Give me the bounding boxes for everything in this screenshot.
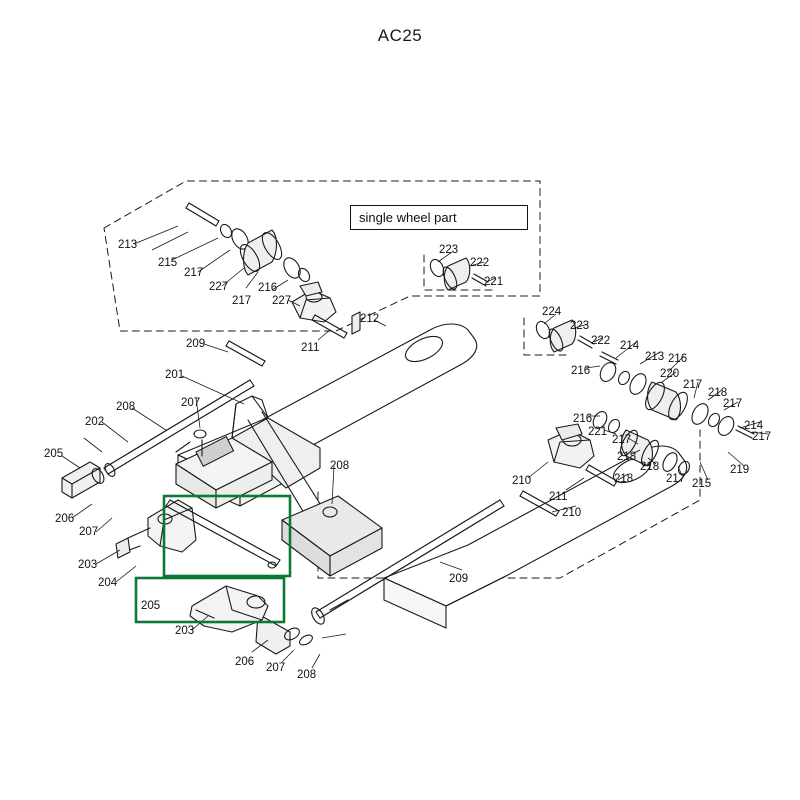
callout-218d: 217	[723, 398, 743, 410]
callout-215: 213	[645, 351, 665, 363]
callout-214b: 218	[614, 473, 634, 485]
callout-218c: 217	[683, 379, 703, 391]
callout-222: 222	[470, 257, 490, 269]
callout-208: 206	[55, 513, 75, 525]
callout-216d: 215	[692, 478, 712, 490]
callout-211: 209	[186, 338, 206, 350]
callout-221b: 222	[591, 335, 611, 347]
callout-203b: 203	[175, 625, 195, 637]
callout-219b: 218	[617, 451, 637, 463]
callout-221: 221	[484, 276, 504, 288]
callout-222b: 223	[570, 320, 590, 332]
callout-217: 215	[158, 257, 178, 269]
callout-207: 205	[44, 448, 64, 460]
callout-213b: 211	[549, 491, 568, 503]
callout-216c: 214	[744, 420, 764, 432]
callout-217e: 216	[573, 413, 593, 425]
callout-215b: 219	[730, 464, 750, 476]
callout-208b: 207	[266, 662, 286, 674]
callout-218f: 218	[640, 461, 660, 473]
callout-211b: 210	[562, 507, 582, 519]
callout-217c: 216	[571, 365, 591, 377]
callout-206: 207	[181, 397, 201, 409]
callout-202: 202	[85, 416, 105, 428]
callout-218b: 217	[232, 295, 252, 307]
callout-207b: 206	[235, 656, 255, 668]
callout-217b: 216	[258, 282, 278, 294]
callout-223b: 224	[542, 306, 562, 318]
callout-218e: 217	[612, 434, 632, 446]
callout-217g: 217	[666, 473, 686, 485]
callout-210b: 209	[449, 573, 469, 585]
callout-216b: 214	[620, 340, 640, 352]
callout-220: 220	[660, 368, 680, 380]
callout-203: 203	[78, 559, 98, 571]
callout-224: 227	[272, 295, 292, 307]
callout-219: 218	[708, 387, 728, 399]
single-wheel-part-label: single wheel part	[350, 205, 528, 230]
callout-210: 208	[116, 401, 136, 413]
callout-212: 210	[512, 475, 532, 487]
callout-209b: 208	[297, 669, 317, 681]
callout-220b: 221	[588, 426, 608, 438]
callout-216: 213	[118, 239, 138, 251]
callout-213: 211	[301, 342, 320, 354]
callout-223: 223	[439, 244, 459, 256]
callout-218: 217	[184, 267, 204, 279]
page-title: AC25	[377, 26, 423, 45]
callout-217d: 216	[668, 353, 688, 365]
callout-209: 207	[79, 526, 99, 538]
callout-201: 201	[165, 369, 185, 381]
callout-204: 204	[98, 577, 118, 589]
callout-214: 212	[360, 313, 380, 325]
callout-206b: 208	[330, 460, 350, 472]
callout-217f: 217	[752, 431, 772, 443]
callout-225: 227	[209, 281, 229, 293]
callout-205: 205	[141, 600, 161, 612]
